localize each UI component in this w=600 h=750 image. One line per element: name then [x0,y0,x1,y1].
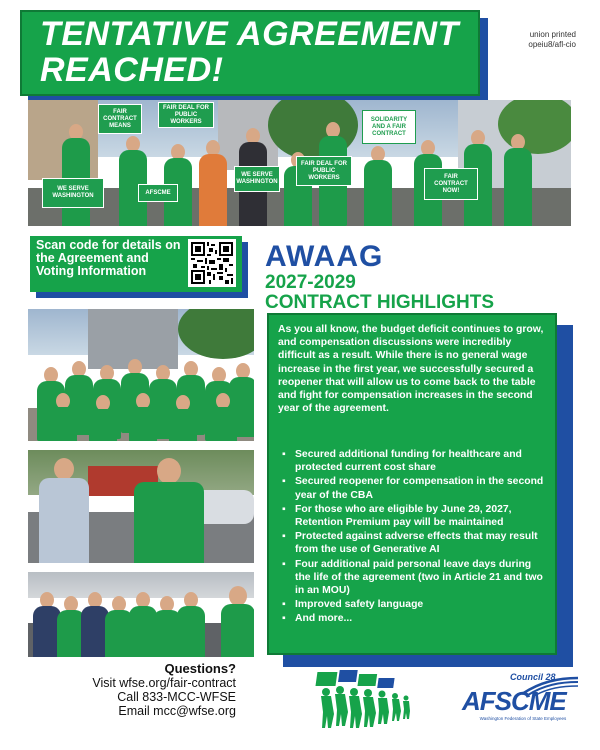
protest-sign: AFSCME [138,184,178,202]
contact-email-link[interactable]: Email mcc@wfse.org [118,704,236,718]
title-line-1: TENTATIVE AGREEMENT [40,15,459,53]
hero-photo [28,100,571,226]
questions-title: Questions? [164,661,236,676]
list-item: ▪ And more... [278,612,548,625]
logo-name: AFSCME [462,686,566,716]
contact-info [40,662,236,718]
scan-text: Scan code for details on the Agreement and Voting Information [36,238,181,278]
protest-sign: FAIR CONTRACT MEANS [98,104,142,134]
qr-code-icon[interactable] [188,239,236,287]
protest-sign: FAIR CONTRACT NOW! [424,168,478,200]
list-item: ▪ Protected against adverse effects that may result from the use of Generative AI [278,530,548,556]
protest-sign: WE SERVE WASHINGTON [234,166,280,192]
group-photo [28,309,254,441]
highlights-box [267,313,557,655]
heading-years: 2027-2029 [265,272,356,293]
intro-paragraph: As you all know, the budget deficit continues to grow, and compensation discussions were incredibly difficult as a result. While there is no general wage increase in the first year, we successfully secured a reopener that will allow us to come back to the table and fight for compensation increases in the second year of the agreement. [278,324,544,415]
list-item: ▪ Improved safety language [278,598,548,611]
contact-website-link[interactable]: Visit wfse.org/fair-contract [92,676,236,690]
protest-sign: FAIR DEAL FOR PUBLIC WORKERS [158,102,214,128]
protest-sign: FAIR DEAL FOR PUBLIC WORKERS [296,156,352,186]
union-printed-label [506,30,576,50]
page-title [40,16,480,88]
union-printed-line-2: opeiu8/afl-cio [528,40,576,49]
title-line-2: REACHED! [40,51,224,89]
logo-council: Council 28 [510,672,556,682]
heading-acronym: AWAAG [265,240,384,273]
logo-subtitle: Washington Federation of State Employees [479,716,567,721]
list-item: ▪ Secured additional funding for healthcare and protected current cost share [278,448,548,474]
heading-subtitle: CONTRACT HIGHLIGHTS [265,292,495,313]
contact-phone[interactable]: Call 833-MCC-WFSE [117,690,236,704]
union-printed-line-1: union printed [529,30,576,39]
rally-photo [28,572,254,657]
afscme-logo [458,672,578,730]
protest-sign: SOLIDARITY AND A FAIR CONTRACT [362,110,416,144]
marchers-logo-icon [312,668,416,730]
list-item: ▪ Four additional paid personal leave days during the life of the agreement (two in Article 21 and two in an MOU) [278,558,548,598]
list-item: ▪ Secured reopener for compensation in the second year of the CBA [278,475,548,501]
speaker-photo [28,450,254,563]
list-item: ▪ For those who are eligible by June 29, 2027, Retention Premium pay will be maintained [278,503,548,529]
protest-sign: WE SERVE WASHINGTON [42,178,104,208]
highlights-list [278,448,548,627]
